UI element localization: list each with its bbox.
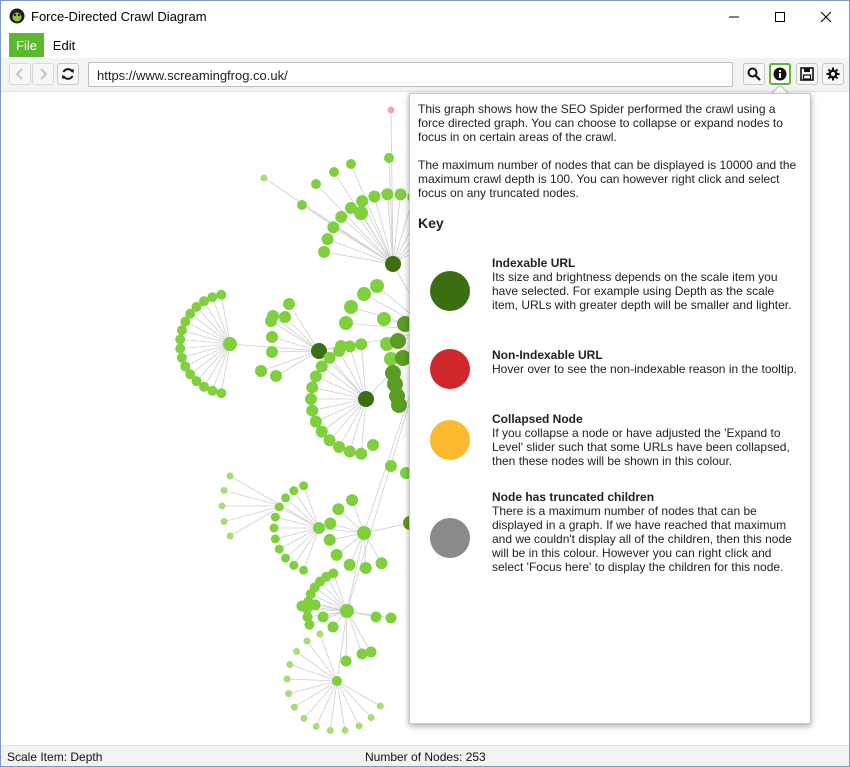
graph-node[interactable] [358, 391, 374, 407]
url-input[interactable]: https://www.screamingfrog.co.uk/ [88, 62, 733, 87]
graph-link [316, 399, 366, 422]
search-button[interactable] [743, 63, 765, 85]
key-item-title: Non-Indexable URL [492, 348, 603, 362]
graph-node[interactable] [354, 206, 368, 220]
graph-link [330, 358, 366, 399]
graph-node[interactable] [342, 727, 349, 734]
graph-node[interactable] [305, 393, 317, 405]
graph-node[interactable] [310, 370, 322, 382]
graph-node[interactable] [332, 503, 344, 515]
graph-node[interactable] [227, 533, 234, 540]
graph-link [230, 476, 282, 506]
graph-node[interactable] [306, 405, 318, 417]
graph-node[interactable] [223, 337, 237, 351]
graph-node[interactable] [329, 167, 339, 177]
graph-node[interactable] [313, 522, 325, 534]
graph-node[interactable] [175, 344, 185, 354]
graph-node[interactable] [385, 256, 401, 272]
graph-node[interactable] [275, 545, 284, 554]
graph-node[interactable] [395, 188, 407, 200]
graph-node[interactable] [267, 310, 279, 322]
graph-node[interactable] [331, 549, 343, 561]
graph-node[interactable] [270, 370, 282, 382]
graph-node[interactable] [283, 298, 295, 310]
screaming-frog-icon [9, 8, 25, 24]
graph-node[interactable] [271, 534, 280, 543]
minimize-button[interactable] [711, 1, 757, 32]
graph-node[interactable] [285, 690, 292, 697]
graph-node[interactable] [286, 661, 293, 668]
window-title: Force-Directed Crawl Diagram [31, 9, 207, 24]
graph-node[interactable] [303, 638, 310, 645]
graph-node[interactable] [261, 175, 268, 182]
graph-node[interactable] [344, 340, 356, 352]
status-bar [1, 745, 849, 767]
key-item-truncated [492, 490, 797, 574]
graph-node[interactable] [371, 612, 382, 623]
graph-node[interactable] [366, 647, 377, 658]
graph-node[interactable] [322, 233, 334, 245]
info-paragraph-1: This graph shows how the SEO Spider performed the crawl using a force directed graph. You can choose to collapse or expand nodes to focus in on certain areas of the crawl. [418, 102, 783, 144]
graph-node[interactable] [300, 715, 307, 722]
graph-node[interactable] [281, 554, 290, 563]
graph-node[interactable] [368, 714, 375, 721]
graph-node[interactable] [339, 316, 353, 330]
graph-node[interactable] [275, 502, 284, 511]
refresh-icon [61, 67, 75, 81]
graph-link [289, 681, 337, 694]
maximize-icon [774, 11, 786, 23]
graph-node[interactable] [335, 211, 347, 223]
forward-icon [37, 68, 49, 80]
graph-node[interactable] [344, 300, 358, 314]
graph-node[interactable] [266, 331, 278, 343]
graph-node[interactable] [327, 221, 339, 233]
graph-node[interactable] [368, 191, 380, 203]
graph-node[interactable] [316, 631, 323, 638]
graph-link [364, 523, 410, 533]
graph-node[interactable] [299, 566, 308, 575]
graph-node[interactable] [327, 727, 334, 734]
graph-node[interactable] [386, 613, 397, 624]
collapsed-swatch [430, 420, 470, 460]
graph-node[interactable] [376, 557, 388, 569]
graph-node[interactable] [391, 397, 407, 413]
graph-node[interactable] [357, 526, 371, 540]
graph-node[interactable] [328, 622, 339, 633]
graph-link [307, 641, 337, 681]
scale-item-label: Scale Item: Depth [7, 750, 103, 764]
graph-node[interactable] [180, 361, 190, 371]
graph-link [339, 351, 366, 399]
graph-node[interactable] [310, 416, 322, 428]
graph-link [290, 665, 337, 681]
key-item-indexable [492, 256, 797, 312]
graph-link [271, 321, 319, 351]
forward-button[interactable] [32, 63, 54, 85]
menu-file[interactable]: File [9, 33, 44, 57]
graph-node[interactable] [346, 494, 358, 506]
title-bar [1, 1, 849, 32]
graph-node[interactable] [227, 473, 234, 480]
graph-node[interactable] [289, 561, 298, 570]
graph-node[interactable] [344, 559, 356, 571]
graph-node[interactable] [324, 534, 336, 546]
graph-node[interactable] [318, 612, 329, 623]
key-item-title: Node has truncated children [492, 490, 655, 504]
graph-node[interactable] [221, 518, 228, 525]
graph-node[interactable] [333, 345, 345, 357]
back-icon [14, 68, 26, 80]
menu-edit[interactable]: Edit [52, 37, 76, 53]
graph-link [330, 399, 366, 440]
refresh-button[interactable] [57, 63, 79, 85]
truncated-swatch [430, 518, 470, 558]
graph-link [297, 652, 337, 681]
graph-node[interactable] [313, 723, 320, 730]
graph-link [320, 634, 337, 681]
key-item-collapsed [492, 412, 797, 468]
graph-node[interactable] [297, 200, 307, 210]
graph-node[interactable] [207, 292, 217, 302]
graph-node[interactable] [390, 333, 406, 349]
graph-link [224, 490, 282, 506]
graph-link [393, 194, 401, 264]
graph-node[interactable] [355, 448, 367, 460]
graph-node[interactable] [219, 503, 226, 510]
key-item-non-indexable [492, 348, 797, 376]
graph-node[interactable] [255, 365, 267, 377]
back-button[interactable] [9, 63, 31, 85]
graph-node[interactable] [310, 600, 321, 611]
key-heading: Key [418, 215, 444, 231]
graph-node[interactable] [270, 524, 279, 533]
maximize-button[interactable] [757, 1, 803, 32]
graph-node[interactable] [370, 279, 384, 293]
key-item-text: Hover over to see the non-indexable reason in the tooltip. [492, 362, 797, 376]
menu-bar [1, 32, 849, 58]
graph-node[interactable] [281, 493, 290, 502]
graph-link [337, 611, 347, 681]
graph-node[interactable] [384, 153, 394, 163]
graph-node[interactable] [306, 381, 318, 393]
graph-link [316, 376, 366, 399]
graph-node[interactable] [266, 346, 278, 358]
graph-node[interactable] [324, 518, 336, 530]
graph-node[interactable] [311, 179, 321, 189]
graph-node[interactable] [381, 188, 393, 200]
graph-node[interactable] [340, 604, 354, 618]
settings-button[interactable] [822, 63, 844, 85]
graph-node[interactable] [175, 334, 185, 344]
graph-link [197, 307, 230, 344]
graph-node[interactable] [299, 481, 308, 490]
key-item-title: Collapsed Node [492, 412, 583, 426]
graph-link [273, 316, 319, 351]
graph-node[interactable] [318, 246, 330, 258]
node-count-label: Number of Nodes: 253 [365, 750, 486, 764]
graph-node[interactable] [388, 107, 395, 114]
info-icon [773, 67, 787, 81]
minimize-icon [728, 11, 740, 23]
non-indexable-swatch [430, 349, 470, 389]
graph-node[interactable] [284, 675, 291, 682]
graph-node[interactable] [377, 312, 391, 326]
graph-node[interactable] [291, 704, 298, 711]
graph-node[interactable] [271, 513, 280, 522]
graph-node[interactable] [297, 601, 308, 612]
graph-node[interactable] [216, 290, 226, 300]
graph-link [304, 486, 319, 528]
graph-link [304, 528, 319, 570]
graph-node[interactable] [332, 676, 342, 686]
indexable-swatch [430, 271, 470, 311]
info-panel [409, 93, 811, 724]
graph-node[interactable] [344, 446, 356, 458]
graph-node[interactable] [216, 388, 226, 398]
info-button[interactable] [769, 63, 791, 85]
graph-node[interactable] [346, 159, 356, 169]
search-icon [747, 67, 761, 81]
close-button[interactable] [803, 1, 849, 32]
key-item-text: Its size and brightness depends on the scale item you have selected. For example using Depth as the scale item, URLs with greater depth will be smaller and lighter. [492, 270, 792, 312]
graph-node[interactable] [360, 562, 372, 574]
graph-link [304, 681, 337, 718]
key-item-text: There is a maximum number of nodes that can be displayed in a graph. If we have reached that maximum and we couldn't display all of the children, then this node will be in this colour. However you can right click and select 'Focus here' to display the children for this node. [492, 504, 792, 574]
graph-node[interactable] [221, 487, 228, 494]
settings-icon [826, 67, 840, 81]
graph-node[interactable] [356, 195, 368, 207]
save-icon [800, 67, 814, 81]
graph-link [287, 679, 337, 681]
graph-node[interactable] [385, 460, 397, 472]
graph-link [197, 344, 230, 381]
key-item-text: If you collapse a node or have adjusted the 'Expand to Level' slider such that some URLs have been collapsed, then these nodes will be shown in this colour. [492, 426, 790, 468]
graph-link [282, 506, 319, 528]
key-item-title: Indexable URL [492, 256, 576, 270]
graph-node[interactable] [177, 353, 187, 363]
graph-node[interactable] [293, 648, 300, 655]
info-paragraph-2: The maximum number of nodes that can be displayed is 10000 and the maximum crawl depth is 100. You can however right click and select focus on any truncated nodes. [418, 158, 797, 200]
graph-node[interactable] [279, 311, 291, 323]
save-button[interactable] [796, 63, 818, 85]
graph-node[interactable] [328, 568, 338, 578]
graph-link [289, 304, 319, 351]
graph-node[interactable] [377, 703, 384, 710]
graph-node[interactable] [289, 486, 298, 495]
close-icon [820, 11, 832, 23]
graph-node[interactable] [355, 338, 367, 350]
graph-node[interactable] [316, 426, 328, 438]
graph-node[interactable] [357, 287, 371, 301]
graph-node[interactable] [367, 439, 379, 451]
graph-node[interactable] [356, 722, 363, 729]
graph-link [339, 399, 366, 447]
graph-node[interactable] [177, 325, 187, 335]
graph-node[interactable] [341, 656, 352, 667]
toolbar [1, 58, 849, 92]
